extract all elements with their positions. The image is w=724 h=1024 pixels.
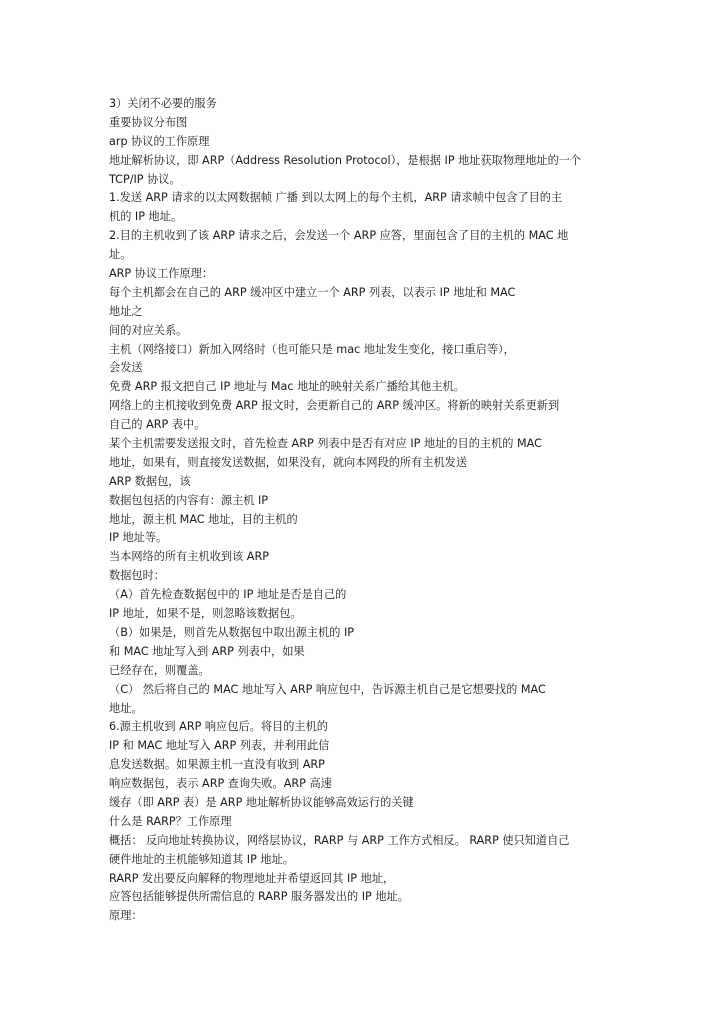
text-line: IP 地址等。: [109, 531, 168, 545]
text-line: 数据包包括的内容有：源主机 IP: [109, 493, 269, 507]
text-line: 3）关闭不必要的服务: [109, 97, 217, 110]
text-line: 和 MAC 地址写入到 ARP 列表中，如果: [109, 644, 305, 658]
text-line: 地址。: [109, 701, 143, 715]
text-line: 自己的 ARP 表中。: [109, 418, 206, 432]
text-line: IP 地址，如果不是，则忽略该数据包。: [109, 607, 302, 621]
text-line: （B）如果是，则首先从数据包中取出源主机的 IP: [109, 625, 355, 639]
text-line: 息发送数据。如果源主机一直没有收到 ARP: [109, 758, 325, 772]
text-line: 6.源主机收到 ARP 响应包后。将目的主机的: [109, 720, 328, 734]
text-line: 硬件地址的主机能够知道其 IP 地址。: [109, 852, 294, 866]
text-line: 地址，如果有，则直接发送数据，如果没有，就向本网段的所有主机发送: [109, 455, 468, 469]
text-line: 地址之: [109, 304, 143, 318]
text-line: 主机（网络接口）新加入网络时（也可能只是 mac 地址发生变化，接口重启等），: [109, 342, 515, 356]
text-line: 机的 IP 地址。: [109, 210, 183, 224]
text-line: 2.目的主机收到了该 ARP 请求之后，会发送一个 ARP 应答，里面包含了目的主机的 MAC 地: [109, 229, 569, 243]
text-line: arp 协议的工作原理: [109, 134, 210, 148]
text-line: （C） 然后将自己的 MAC 地址写入 ARP 响应包中，告诉源主机自己是它想要找的 MAC: [109, 682, 546, 696]
text-line: ARP 数据包，该: [109, 474, 191, 488]
text-line: 当本网络的所有主机收到该 ARP: [109, 550, 269, 564]
text-line: RARP 发出要反向解释的物理地址并希望返回其 IP 地址，: [109, 871, 395, 885]
text-line: 响应数据包，表示 ARP 查询失败。ARP 高速: [109, 777, 332, 791]
text-line: （A）首先检查数据包中的 IP 地址是否是自己的: [109, 588, 347, 602]
text-line: 地址，源主机 MAC 地址，目的主机的: [109, 512, 298, 526]
text-line: 会发送: [109, 361, 143, 375]
text-line: 已经存在，则覆盖。: [109, 663, 210, 677]
text-line: 数据包时：: [109, 569, 165, 583]
text-line: 应答包括能够提供所需信息的 RARP 服务器发出的 IP 地址。: [109, 890, 409, 904]
text-line: 什么是 RARP？工作原理: [109, 814, 232, 828]
text-line: 1.发送 ARP 请求的以太网数据帧 广播 到以太网上的每个主机，ARP 请求帧中包含了目的主: [109, 191, 563, 205]
text-line: 地址解析协议，即 ARP（Address Resolution Protocol），是根据 IP 地址获取物理地址的一个: [109, 153, 582, 167]
text-line: TCP/IP 协议。: [109, 172, 181, 186]
text-line: 址。: [109, 248, 132, 262]
text-line: 间的对应关系。: [109, 323, 188, 337]
text-line: 概括： 反向地址转换协议，网络层协议，RARP 与 ARP 工作方式相反。 RARP 使只知道自己: [109, 833, 570, 847]
text-line: 某个主机需要发送报文时，首先检查 ARP 列表中是否有对应 IP 地址的目的主机的 MAC: [109, 437, 542, 451]
text-line: 重要协议分布图: [109, 115, 188, 129]
text-line: 缓存（即 ARP 表）是 ARP 地址解析协议能够高效运行的关键: [109, 795, 414, 809]
text-line: 每个主机都会在自己的 ARP 缓冲区中建立一个 ARP 列表，以表示 IP 地址和 MAC: [109, 285, 516, 299]
text-line: 免费 ARP 报文把自己 IP 地址与 Mac 地址的映射关系广播给其他主机。: [109, 380, 465, 394]
text-line: IP 和 MAC 地址写入 ARP 列表，并利用此信: [109, 739, 330, 753]
document-body: [109, 95, 609, 926]
text-line: 原理：: [109, 909, 143, 923]
text-line: 网络上的主机接收到免费 ARP 报文时，会更新自己的 ARP 缓冲区。将新的映射关系更新到: [109, 399, 560, 413]
text-line: ARP 协议工作原理：: [109, 267, 214, 281]
